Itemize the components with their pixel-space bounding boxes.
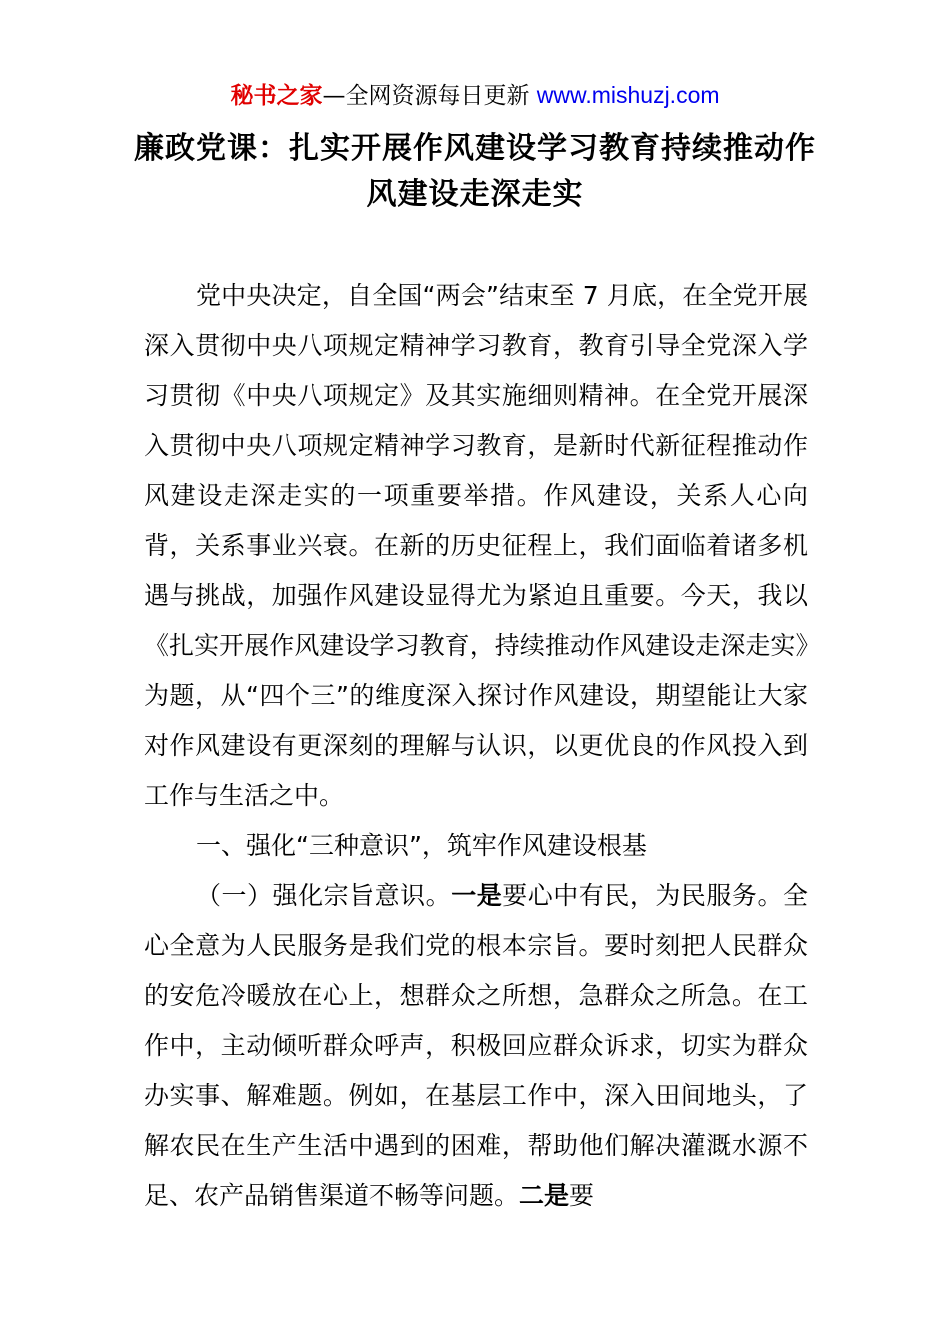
subsection-label: （一）强化宗旨意识。 [196,881,452,910]
site-header [0,80,950,111]
subsection-paragraph [144,871,808,1221]
point-one-text: 要心中有民，为民服务。全心全意为人民服务是我们党的根本宗旨。要时刻把人民群众的安危冷暖放在心上，想群众之所想，急群众之所急。在工作中，主动倾听群众呼声，积极回应群众诉求，切实为群众办实事、解难题。例如，在基层工作中，深入田间地头，了解农民在生产生活中遇到的困难，帮助他们解决灌溉水源不足、农产品销售渠道不畅等问题。 [144,881,808,1210]
document-title: 廉政党课：扎实开展作风建设学习教育持续推动作风建设走深走实 [134,131,816,212]
site-brand: 秘书之家 [230,83,323,109]
document-body [144,271,808,1221]
site-tagline: —全网资源每日更新 [322,83,537,109]
point-one-marker: 一是 [451,881,503,910]
section-heading: 一、强化“三种意识”，筑牢作风建设根基 [196,831,647,860]
site-url-link[interactable]: www.mishuzj.com [536,82,720,108]
point-two-text: 要 [569,1181,595,1210]
point-two-marker: 二是 [519,1181,570,1210]
intro-paragraph: 党中央决定，自全国“两会”结束至 7 月底，在全党开展深入贯彻中央八项规定精神学习教育，教育引导全党深入学习贯彻《中央八项规定》及其实施细则精神。在全党开展深入贯彻中央八项规定精神学习教育，是新时代新征程推动作风建设走深走实的一项重要举措。作风建设，关系人心向背，关系事业兴衰。在新的历史征程上，我们面临着诸多机遇与挑战，加强作风建设显得尤为紧迫且重要。今天，我以《扎实开展作风建设学习教育，持续推动作风建设走深走实》为题，从“四个三”的维度深入探讨作风建设，期望能让大家对作风建设有更深刻的理解与认识，以更优良的作风投入到工作与生活之中。 [144,281,808,810]
